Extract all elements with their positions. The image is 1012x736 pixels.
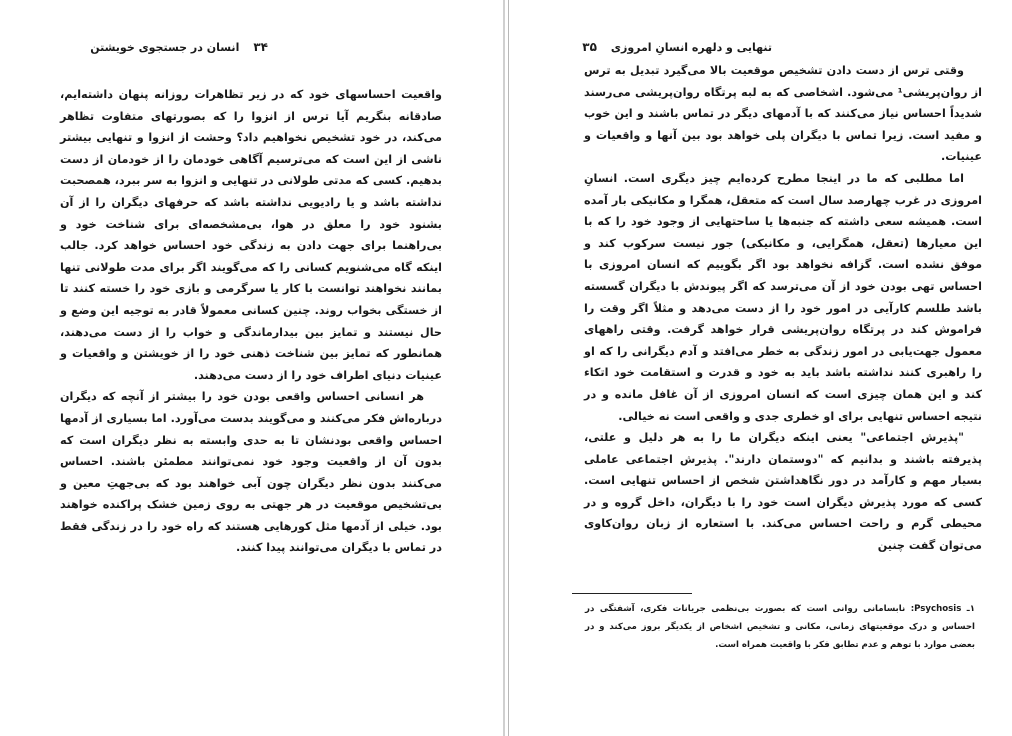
paragraph: وقتی ترس از دست دادن تشخیص موقعیت بالا می‌گیرد تبدیل به ترس از روان‌پریشی¹ می‌شود. اشخاصی که به لبه پرتگاه روان‌پریشی می‌رسند شدیداً احساس نیاز می‌کنند که با آدمهای دیگر در تماس باشند و این خوب و مفید است. زیرا تماس با دیگران پلی خواهد بود بین آنها و واقعیات و عینیات. <box>584 64 982 164</box>
page-header <box>90 40 268 54</box>
paragraph: "پذیرش اجتماعی" یعنی اینکه دیگران ما را به هر دلیل و علتی، پذیرفته باشند و بدانیم که "دوستمان دارند". پذیرش اجتماعی عاملی بسیار مهم و کارآمد در دور نگاهداشتن شخص از احساس تنهایی است. کسی که مورد پذیرش دیگران است خود را با دیگران، داخل گروه و در محیطی گرم و راحت احساس می‌کند. با استعاره از زبان روان‌کاوی می‌توان گفت چنین <box>584 431 982 553</box>
paragraph: واقعیت احساسهای خود که در زیر تظاهرات روزانه پنهان داشته‌ایم، صادقانه بنگریم آیا ترس از انزوا را که بصورتهای متفاوت تظاهر می‌کند، در خود تشخیص نخواهیم داد؟ وحشت از انزوا و تنهایی بیشتر ناشی از این است که می‌ترسیم آگاهی خودمان را از خودمان از دست بدهیم. کسی که مدتی طولانی در تنهایی و انزوا به سر ببرد، همصحبت نداشته باشد و یا رادیویی نداشته باشد که حرفهای دیگران را از آن بشنود خود را معلق در هوا، بی‌مشخصه‌ای برای شناخت خود و بی‌راهنما برای جهت دادن به زندگی خود احساس خواهد کرد. جالب اینکه گاه می‌شنویم کسانی را که می‌گویند اگر برای مدت طولانی تنها بمانند نخواهند توانست با کار یا سرگرمی و بازی خود را خسته کنند تا از خستگی بخواب روند. چنین کسانی معمولاً قادر به توجیه این وضع و حال نیستند و تمایز بین بیدارماندگی و خواب را از دست می‌دهند، همانطور که تمایز بین شناخت ذهنی خود را از خویشتن و واقعیات و عینیات دنیای اطراف خود را از دست می‌دهند. <box>60 88 442 382</box>
running-title: انسان در جستجوی خویشتن <box>90 41 240 54</box>
body-text <box>60 84 442 559</box>
page-gutter <box>503 0 505 736</box>
page-number: ۳۵ <box>582 40 597 54</box>
body-text <box>584 60 982 557</box>
page-number: ۳۴ <box>253 40 268 54</box>
footnote-rule <box>572 593 692 594</box>
running-title: تنهایی و دلهره انسانِ امروزی <box>610 41 772 54</box>
left-page <box>0 0 504 736</box>
paragraph: اما مطلبی که ما در اینجا مطرح کرده‌ایم چیز دیگری است. انسانِ امروزی در غرب چهارصد سال است که متعقل، همگرا و مکانیکی بار آمده است. همیشه سعی داشته که جنبه‌ها یا ساحتهایی از وجود خود را که با این معیارها (تعقل، همگرایی، و مکانیکی) جور نیست سرکوب کند و موفق نشده است. گزافه نخواهد بود اگر بگوییم که انسان امروزی با احساس تهی بودن خود از آن می‌ترسد که اگر پیوندش با دیگران گسسته باشد طلسم کارآیی در امور خود را از دست می‌دهد و مثلاً اگر وقت را فراموش کند در پرتگاه روان‌پریشی قرار خواهد گرفت. وقتی راههای معمول جهت‌یابی در امور زندگی به خطر می‌افتد و آدم دیگرانی را که او را راهبری کنند نداشته باشد باید به خود و قدرت و استقامت خود اتکاء کند و این همان چیزی است که انسان امروزی از آن غافل مانده و در نتیجه احساس تنهایی برای او خطری جدی و واقعی است نه خیالی. <box>584 171 982 423</box>
footnote: ۱ـ Psychosis: نابسامانی روانی است که بصورت بی‌نظمی جریانات فکری، آشفتگی در احساس و درک موقعیتهای زمانی، مکانی و تشخیص اشخاص از یکدیگر بروز می‌کند و در بعضی موارد با توهم و عدم تطابق فکر با واقعیت همراه است. <box>585 604 975 650</box>
page-header <box>582 40 772 54</box>
page-gutter-edge <box>508 0 509 736</box>
paragraph: هر انسانی احساس واقعی بودن خود را بیشتر از آنچه که دیگران درباره‌اش فکر می‌کنند و می‌گویند بدست می‌آورد. اما بسیاری از آدمها احساس واقعی بودنشان تا به حدی وابسته به نظر دیگران است که بدون آن از واقعیت وجود خود نمی‌توانند مطمئن باشند. احساس می‌کنند بدون نظر دیگران چون آبی خواهند بود که بی‌جهتِ معین و بی‌تشخیص موقعیت در هر جهتی به روی زمین خشک پراکنده خواهند بود. خیلی از آدمها مثل کورهایی هستند که راه خود را در زندگی فقط در تماس با دیگران می‌توانند پیدا کنند. <box>60 390 442 555</box>
